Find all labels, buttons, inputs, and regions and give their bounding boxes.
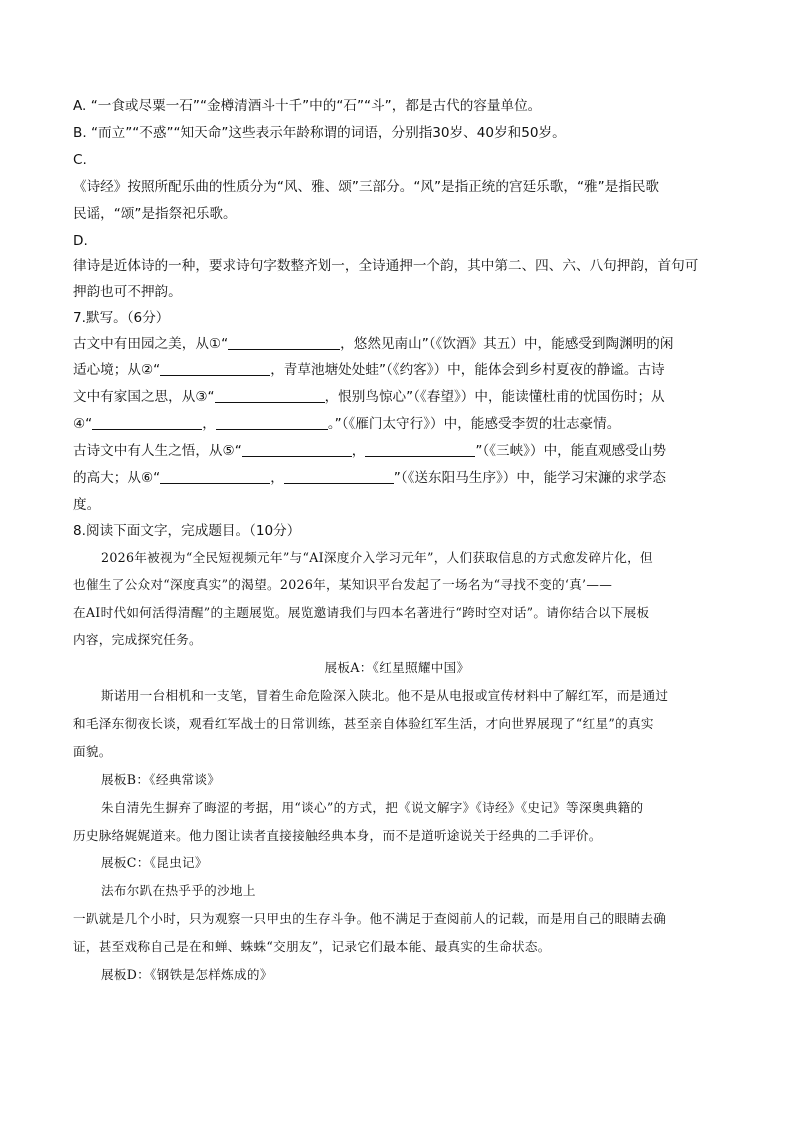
board-c-title: 展板C：《昆虫记》 (101, 855, 208, 870)
q7-text: ，青草池塘处处蛙”（《约客》）中，能体会到乡村夏夜的静谧。古诗 (270, 362, 665, 378)
passage-intro-line3: 在AI时代如何活得清醒”的主题展览。展览邀请我们与四本名著进行“跨时空对话”。请你结合以下展板 (73, 605, 650, 620)
board-b-line1: 朱自清先生摒弃了晦涩的考据，用“谈心”的方式，把《说文解字》《诗经》《史记》等深奥典籍的 (101, 800, 644, 815)
option-d-line2: 押韵也可不押韵。 (73, 284, 182, 300)
q7-text: 。”（《雁门太守行》）中，能感受李贺的壮志豪情。 (327, 416, 621, 432)
answer-blank-1[interactable] (228, 335, 340, 350)
board-a-line2: 和毛泽东彻夜长谈，观看红军战士的日常训练，甚至亲自体验红军生活，才向世界展现了“红星”的真实 (73, 716, 654, 731)
option-d-line1: 律诗是近体诗的一种，要求诗句字数整齐划一，全诗通押一个韵，其中第二、四、六、八句押韵，首句可 (73, 258, 699, 274)
option-c-line1: 《诗经》按照所配乐曲的性质分为“风、雅、颂”三部分。“风”是指正统的宫廷乐歌，“雅”是指民歌 (73, 179, 660, 195)
question-7-title: 7.默写。（6分） (73, 310, 170, 326)
q7-line-6 (73, 468, 666, 488)
q7-text: ”（《送东阳马生序》）中，能学习宋濂的求学态 (393, 470, 666, 486)
passage-intro-line1: 2026年被视为“全民短视频元年”与“AI深度介入学习元年”，人们获取信息的方式愈发碎片化，但 (101, 550, 653, 565)
q7-text: ④“ (73, 416, 93, 432)
q7-text: 适心境；从②“ (73, 362, 161, 378)
option-c-line2: 民谣，“颂”是指祭祀乐歌。 (73, 206, 237, 222)
q7-line-1 (73, 334, 673, 354)
option-c-label: C. (73, 152, 87, 168)
q7-text: ，恨别鸟惊心”（《春望》）中，能读懂杜甫的忧国伤时；从 (324, 389, 665, 405)
passage-intro-line4: 内容，完成探究任务。 (73, 632, 202, 647)
q7-line-2 (73, 360, 665, 380)
q7-text: ”（《三峡》）中，能直观感受山势 (475, 443, 666, 459)
q7-text: 古诗文中有人生之悟，从⑤“ (73, 443, 242, 459)
passage-intro-line2: 也催生了公众对“深度真实”的渴望。2026年，某知识平台发起了一场名为“寻找不变的‘真’—— (73, 577, 613, 592)
board-c-line2: 一趴就是几个小时，只为观察一只甲虫的生存斗争。他不满足于查阅前人的记载，而是用自己的眼睛去确 (73, 911, 667, 926)
q7-text: ， (351, 443, 366, 459)
answer-blank-5a[interactable] (242, 442, 352, 457)
q7-text: 文中有家国之思，从③“ (73, 389, 215, 405)
answer-blank-4b[interactable] (216, 415, 328, 430)
board-c-line3: 证，甚至戏称自己是在和蝉、蛛蛛“交朋友”，记录它们最本能、最真实的生命状态。 (73, 939, 551, 954)
q7-line-7: 度。 (73, 497, 101, 513)
answer-blank-3[interactable] (215, 388, 325, 403)
board-d-title: 展板D：《钢铁是怎样炼成的》 (101, 967, 273, 982)
q7-line-3 (73, 387, 665, 407)
board-b-line2: 历史脉络娓娓道来。他力图让读者直接接触经典本身，而不是道听途说关于经典的二手评价。 (73, 828, 602, 843)
board-b-title: 展板B：《经典常谈》 (101, 772, 221, 787)
q7-text: ， (202, 416, 216, 432)
option-a: A. “一食或尽粟一石”“金樽清酒斗十千”中的“石”“斗”，都是古代的容量单位。 (73, 98, 542, 114)
question-8-title: 8.阅读下面文字，完成题目。（10分） (73, 523, 301, 539)
answer-blank-5b[interactable] (365, 442, 475, 457)
q7-text: ， (270, 470, 284, 486)
q7-line-5 (73, 441, 666, 461)
q7-line-4 (73, 414, 620, 434)
answer-blank-6b[interactable] (284, 469, 394, 484)
q7-text: ，悠然见南山”（《饮酒》其五）中，能感受到陶渊明的闲 (340, 336, 674, 352)
answer-blank-4a[interactable] (92, 415, 202, 430)
board-a-line3: 面貌。 (73, 744, 112, 759)
answer-blank-2[interactable] (160, 361, 270, 376)
answer-blank-6a[interactable] (160, 469, 270, 484)
q7-text: 古文中有田园之美，从①“ (73, 336, 229, 352)
board-c-line1: 法布尔趴在热乎乎的沙地上 (101, 883, 256, 898)
option-b: B. “而立”“不惑”“知天命”这些表示年龄称谓的词语，分别指30岁、40岁和50岁。 (73, 125, 566, 141)
board-a-title: 展板A：《红星照耀中国》 (324, 660, 470, 675)
board-a-line1: 斯诺用一台相机和一支笔，冒着生命危险深入陕北。他不是从电报或宣传材料中了解红军，而是通过 (101, 688, 669, 703)
option-d-label: D. (73, 233, 88, 249)
q7-text: 的高大；从⑥“ (73, 470, 161, 486)
